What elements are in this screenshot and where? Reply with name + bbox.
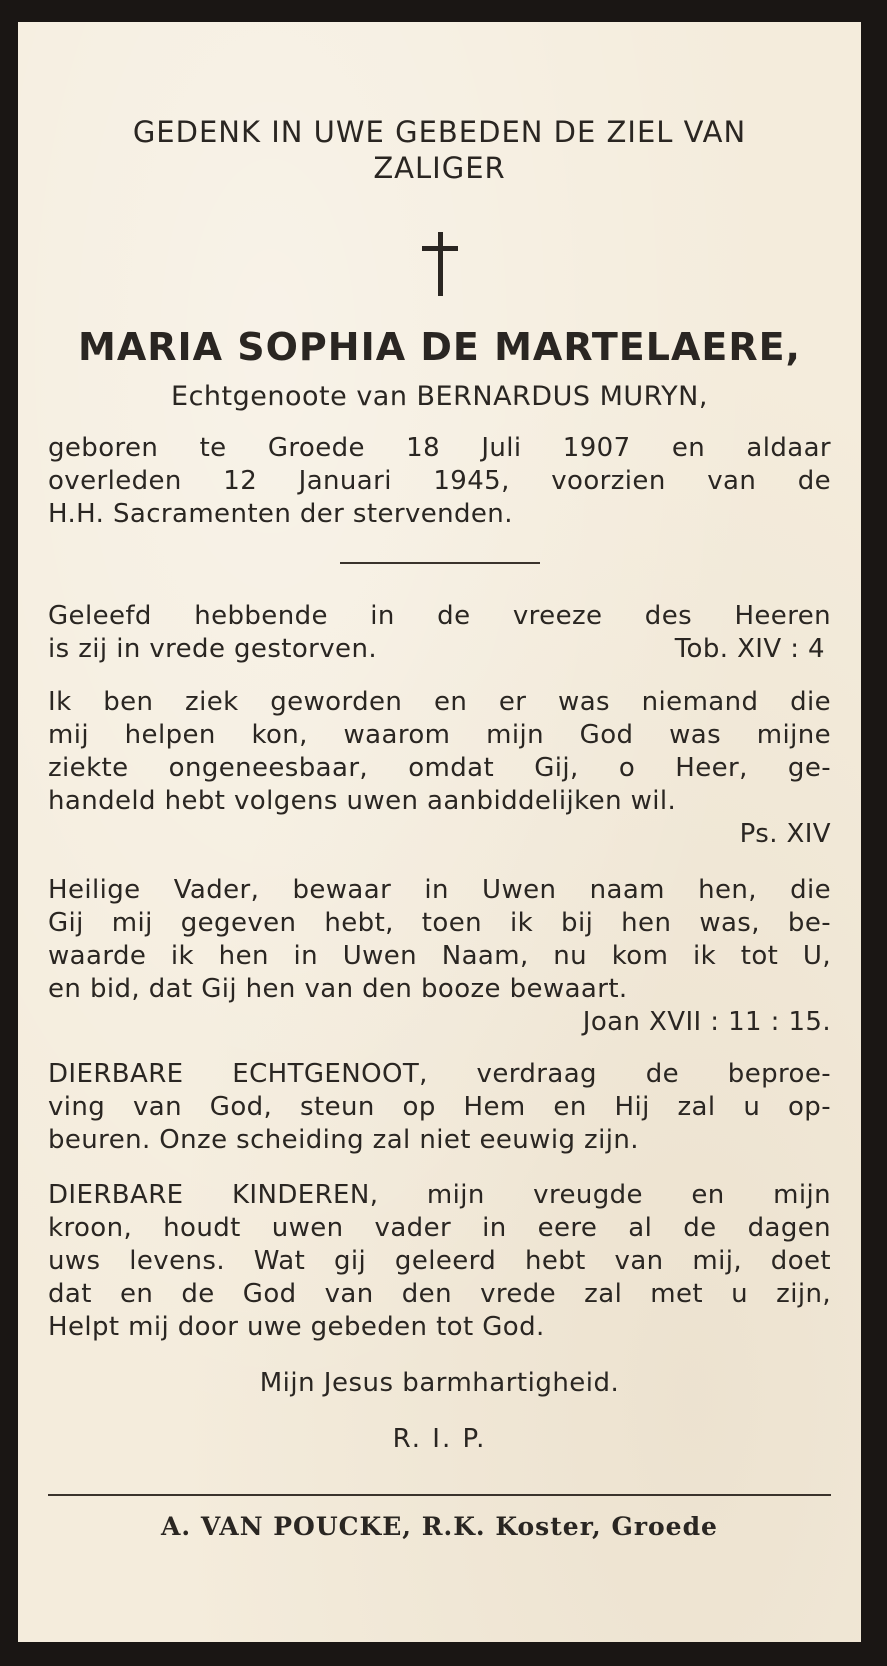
cross-icon [420,232,460,296]
closing-prayer: Mijn Jesus barmhartigheid. [259,1368,620,1398]
birth-line: geboren te Groede 18 Juli 1907 en aldaar [48,433,831,463]
quote-line: handeld hebt volgens uwen aanbiddelijken wil. [48,786,677,816]
quote-line: Ik ben ziek geworden en er was niemand die [48,687,831,717]
quote-line-text: is zij in vrede gestorven. [48,634,377,664]
quote-line: Gij mij gegeven hebt, toen ik bij hen was, be- [48,908,831,938]
message-spouse [48,1058,831,1157]
printer-credit: A. VAN POUCKE, R.K. Koster, Groede [161,1512,718,1541]
rip-text: R. I. P. [392,1424,487,1454]
birth-text [48,432,831,531]
message-line: DIERBARE KINDEREN, mijn vreugde en mijn [48,1180,831,1210]
quote-reference: Tob. XIV : 4 [674,634,825,664]
message-line: kroon, houdt uwen vader in eere al de dagen [48,1213,831,1243]
card-paper [18,22,861,1642]
spouse-line: Echtgenoote van BERNARDUS MURYN, [171,381,708,412]
quote-line: Geleefd hebbende in de vreeze des Heeren [48,601,831,631]
quote-line: waarde ik hen in Uwen Naam, nu kom ik tot U, [48,941,831,971]
quote-line: mij helpen kon, waarom mijn God was mijne [48,720,831,750]
message-children [48,1179,831,1344]
quote-reference: Joan XVII : 11 : 15. [582,1007,831,1037]
quote-line [48,633,831,666]
message-line: uws levens. Wat gij geleerd hebt van mij, doet [48,1246,831,1276]
bottom-rule [48,1494,831,1496]
divider [340,562,540,564]
quote-reference: Ps. XIV [739,819,831,849]
quote-line: ziekte ongeneesbaar, omdat Gij, o Heer, ge- [48,753,831,783]
quote-tobias [48,600,831,666]
message-line: dat en de God van den vrede zal met u zijn, [48,1279,831,1309]
quote-line: Heilige Vader, bewaar in Uwen naam hen, die [48,875,831,905]
quote-psalm [48,686,831,851]
header-line-1: GEDENK IN UWE GEBEDEN DE ZIEL VAN [132,115,747,149]
birth-line: overleden 12 Januari 1945, voorzien van de [48,466,831,496]
birth-line: H.H. Sacramenten der stervenden. [48,499,513,529]
quote-line: en bid, dat Gij hen van den booze bewaart. [48,974,628,1004]
header [48,114,831,186]
message-line: Helpt mij door uwe gebeden tot God. [48,1312,545,1342]
message-line: beuren. Onze scheiding zal niet eeuwig zijn. [48,1125,639,1155]
header-line-2: ZALIGER [373,151,506,185]
quote-john [48,874,831,1039]
message-line: DIERBARE ECHTGENOOT, verdraag de beproe- [48,1059,831,1089]
message-line: ving van God, steun op Hem en Hij zal u op- [48,1092,831,1122]
deceased-name: MARIA SOPHIA DE MARTELAERE, [78,325,801,369]
